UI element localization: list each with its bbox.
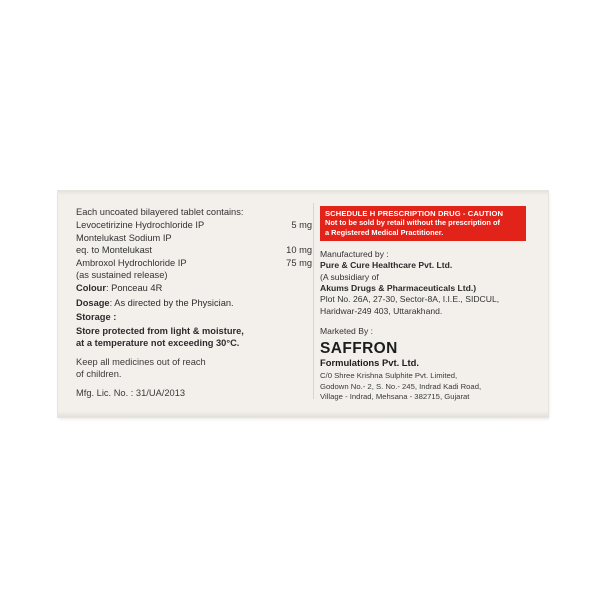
manufacturer-line-4: Plot No. 26A, 27-30, Sector-8A, I.I.E., SIDCUL, <box>320 294 500 305</box>
manufacturer-line-1: Pure & Cure Healthcare Pvt. Ltd. <box>320 260 453 271</box>
ingredient-row <box>76 232 312 244</box>
medicine-carton-back-panel <box>58 191 548 417</box>
ingredient-row <box>76 257 312 269</box>
manufacturing-licence-number: Mfg. Lic. No. : 31/UA/2013 <box>76 387 186 398</box>
composition-column <box>76 206 312 399</box>
storage-label: Storage : <box>76 312 117 323</box>
colour-row <box>76 282 312 295</box>
storage-line-2: at a temperature not exceeding 30°C. <box>76 338 240 349</box>
ingredient-name: eq. to Montelukast <box>76 245 152 256</box>
marketed-by-label: Marketed By : <box>320 326 374 337</box>
marketer-brand-name: SAFFRON <box>320 339 398 357</box>
sustained-release-note: (as sustained release) <box>76 270 168 281</box>
marketer-brand-subname: Formulations Pvt. Ltd. <box>320 356 419 368</box>
manufacturer-line-3: Akums Drugs & Pharmaceuticals Ltd.) <box>320 283 477 294</box>
schedule-h-warning-box <box>320 206 526 241</box>
column-divider <box>313 203 314 399</box>
schedule-h-title: SCHEDULE H PRESCRIPTION DRUG - CAUTION <box>325 209 504 218</box>
manufacturer-block <box>320 249 532 317</box>
keep-out-of-reach-line-2: of children. <box>76 369 122 380</box>
manufacturer-line-5: Haridwar-249 403, Uttarakhand. <box>320 305 443 316</box>
ingredient-name: Ambroxol Hydrochloride IP <box>76 257 187 268</box>
storage-line-1: Store protected from light & moisture, <box>76 325 244 336</box>
ingredient-row <box>76 219 312 231</box>
keep-out-of-reach-line-1: Keep all medicines out of reach <box>76 356 206 367</box>
colour-label: Colour <box>76 283 106 294</box>
marketer-address-line-3: Village - Indrad, Mehsana - 382715, Gujarat <box>320 391 470 401</box>
ingredient-amount: 5 mg <box>291 220 312 231</box>
ingredient-amount: 10 mg <box>286 245 312 256</box>
dosage-label: Dosage <box>76 297 110 308</box>
ingredient-name: Montelukast Sodium IP <box>76 232 172 243</box>
manufacturer-line-2: (A subsidiary of <box>320 271 379 282</box>
schedule-h-subtitle-line-2: a Registered Medical Practitioner. <box>325 227 444 237</box>
dosage-row <box>76 297 312 310</box>
marketer-address-line-2: Godown No.- 2, S. No.- 245, Indrad Kadi Road, <box>320 381 482 391</box>
ingredient-name: Levocetirizine Hydrochloride IP <box>76 220 205 231</box>
label-panel <box>58 191 548 417</box>
schedule-h-subtitle-line-1: Not to be sold by retail without the prescription of <box>325 218 500 228</box>
marketer-block <box>320 326 532 402</box>
composition-heading: Each uncoated bilayered tablet contains: <box>76 207 244 217</box>
ingredient-row <box>76 244 312 256</box>
manufacturer-column <box>320 206 532 402</box>
manufactured-by-label: Manufactured by : <box>320 248 389 259</box>
ingredient-amount: 75 mg <box>286 257 312 268</box>
marketer-address-line-1: C/0 Shree Krishna Sulphite Pvt. Limited, <box>320 371 458 381</box>
dosage-value: : As directed by the Physician. <box>109 297 234 308</box>
colour-value: : Ponceau 4R <box>105 283 163 294</box>
